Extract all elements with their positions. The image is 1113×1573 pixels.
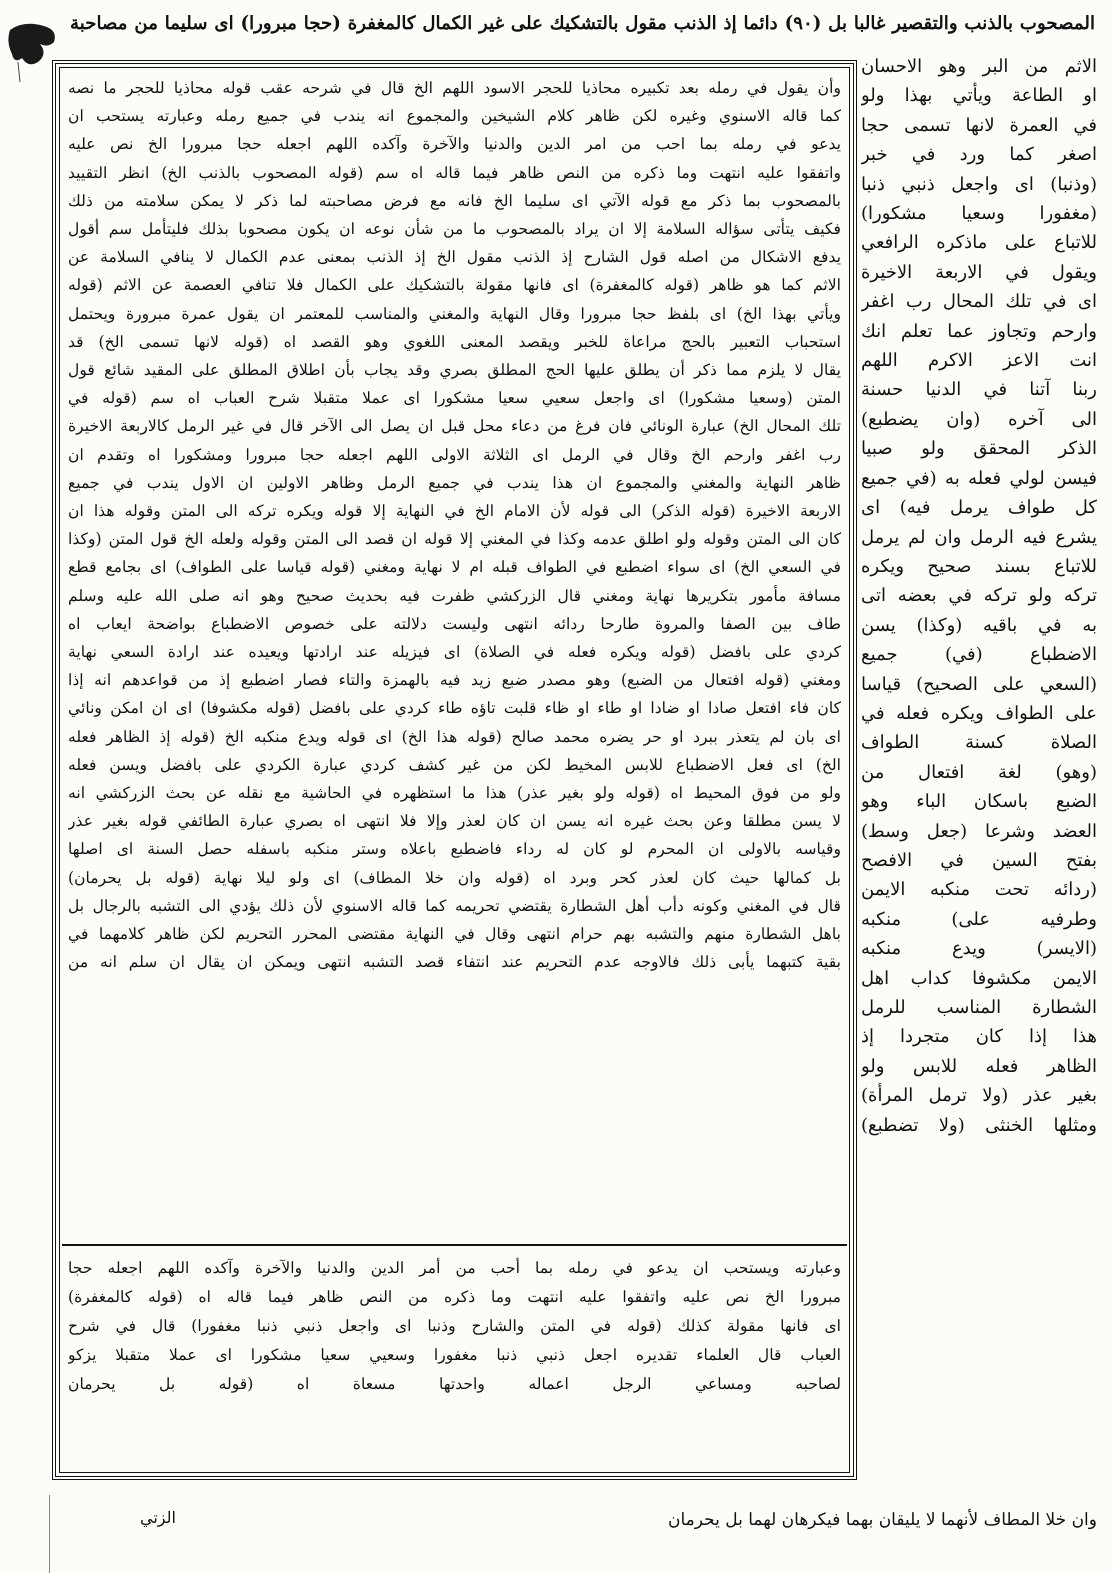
main-text-line: في السعي الخ) اى سواء اضطبع في الطواف قبله ام لا نهاية ومغني (قوله قياسا على الطواف) اى بجامع قطع	[68, 558, 841, 577]
main-text-line: بل كمالها حيث كان لعذر كحر وبرد اه (قوله وان خلا المطاف) اى ولو ليلا نهاية (قوله بل يحرمان)	[68, 868, 841, 887]
side-text-line: ومثلها الخنثى (ولا تضطبع)	[861, 1114, 1097, 1136]
main-text-line: يدفع الاشكال من اصله قول الشارح إذ الذنب مقول الخ إذ الذنب بمعنى عدم الكمال لا ينافي السلامة عن	[68, 248, 841, 267]
side-text-line: كل طواف يرمل فيه) اى	[861, 497, 1097, 519]
main-text-line: وقياسه بالاولى ان المحرم لو كان له رداء فاضطبع باعلاه وستر منكبه باسفله حصل السنة اى اصلها	[68, 840, 841, 859]
side-text-line: به في باقيه (وكذا) يسن	[861, 614, 1097, 636]
side-text-line: الذكر المحقق ولو صبيا	[861, 438, 1097, 460]
side-text-line: (مغفورا وسعيا مشكورا)	[861, 203, 1097, 225]
main-text-line: كردي على بافضل (قوله ويكره فعله في الصلاة) اى فيزيله عند ارادتها ويعيده عند ارادة السعي نهاية	[68, 643, 841, 662]
note-text-line: لصاحبه ومساعي الرجل اعماله واحدتها مسعاة اه (قوله بل يحرمان	[68, 1375, 841, 1393]
side-text-line: بفتح السين في الافصح	[861, 849, 1097, 871]
side-text-line: (السعي على الصحيح) قياسا	[861, 673, 1097, 695]
side-text-line: انت الاعز الاكرم اللهم	[861, 350, 1097, 372]
footnote-commentary	[68, 1254, 841, 1474]
side-text-line: ربنا آتنا في الدنيا حسنة	[861, 379, 1097, 401]
side-text-line: وارحم وتجاوز عما تعلم انك	[861, 320, 1097, 342]
main-commentary	[68, 74, 841, 1232]
main-text-line: تلك المحال الخ) عبارة الونائي فان فرغ من دعاء محل قبل ان يصل الى الآخر قال في غير الرمل كالاربعة الاخيرة	[68, 417, 841, 436]
main-text-line: كما قاله الاسنوي وغيره لكن ظاهر كلام الشيخين والمجموع انه يندب في جميع رمله وعبارته يستحب ان	[68, 107, 841, 126]
main-text-line: مسافة مأمور بتكريرها نهاية ومغني قال الزركشي ظفرت فيه بحديث صحيح وهو انه صلى الله عليه وسلم	[68, 586, 841, 605]
main-text-line: واتفقوا عليه انتهت وما ذكره من النص ظاهر فيما قاله اه سم (قوله المصحوب بالذنب الخ) انظر التقييد	[68, 163, 841, 182]
side-text-line: (وذنبا) اى واجعل ذنبي ذنبا	[861, 173, 1097, 195]
page-header: المصحوب بالذنب والتقصير غالبا بل (٩٠) دائما إذ الذنب مقول بالتشكيك على غير الكمال كالمغفرة (حجا مبرورا) اى سليما من مصاحبة	[70, 13, 1095, 34]
side-text-line: فيسن لولي فعله به (في جميع	[861, 467, 1097, 489]
side-text-line: العضد وشرعا (جعل وسط)	[861, 820, 1097, 842]
main-text-line: بالمصحوب بما ذكر مع قوله الآتي اى سليما الخ فانه مع فرض مصاحبته لما ذكر لا يمكن سلامته من ذلك	[68, 191, 841, 210]
catchword: الزتي	[140, 1508, 176, 1527]
side-text-line: الى آخره (وان يضطبع)	[861, 408, 1097, 430]
note-text-line: مبرورا الخ نص عليه واتفقوا عليه انتهت وما ذكره من النص ظاهر فيما قاله اه (قوله كالمغفرة)	[68, 1288, 841, 1306]
footer-continuation: وان خلا المطاف لأنهما لا يليقان بهما فيكرهان لهما بل يحرمان	[667, 1510, 1097, 1530]
main-text-line: يقال لا يلزم مما ذكر أن يطلق عليها الحج المطلق بصري وقد يجاب بأن اطلاق المطلق على المقيد شائع قول	[68, 361, 841, 380]
side-text-line: وطرفيه على) منكبه	[861, 908, 1097, 930]
main-text-line: ومغني (قوله افتعال من الضبع) وهو مصدر ضبع زيد فيه بالهمزة والتاء فصار اضطبع إذ من قواعدهم انه إذا	[68, 671, 841, 690]
main-text-line: قال في المغني وكونه دأب أهل الشطارة يقتضي تحريمه كما قاله الاسنوي لأن ذلك يؤدي الى التشبه بالرجال بل	[68, 896, 841, 915]
side-text-line: يشرع فيه الرمل وان لم يرمل	[861, 526, 1097, 548]
main-text-line: رب اغفر وارحم الخ وقال في الرمل اى الثلاثة الاولى اللهم اجعله حجا مبرورا ومشكورا اه وتقدم ان	[68, 445, 841, 464]
section-divider	[62, 1244, 847, 1246]
side-text-line: في العمرة لانها تسمى حجا	[861, 114, 1097, 136]
side-text-line: الضبع باسكان الباء وهو	[861, 791, 1097, 813]
side-text-line: الايمن مكشوفا كداب اهل	[861, 967, 1097, 989]
side-text-line: الشطارة المناسب للرمل	[861, 997, 1097, 1018]
side-text-line: ويقول في الاربعة الاخيرة	[861, 261, 1097, 283]
main-text-line: كان فاء افتعل صادا او ضادا او طاء او ظاء قلبت تاؤه طاء كردي على بافضل (قوله مكشوفا) اى ان امكن ونائي	[68, 699, 841, 718]
note-text-line: العباب قال العلماء تقديره اجعل ذنبي ذنبا مغفورا وسعيي سعيا مشكورا اى عملا متقبلا يزكو	[68, 1346, 841, 1364]
side-text-line: الصلاة كسنة الطواف	[861, 732, 1097, 754]
side-text-line: اى في تلك المحال رب اغفر	[861, 291, 1097, 313]
main-text-line: الاثم كما هو ظاهر (قوله كالمغفرة) اى فانها مقولة بالتشكيك على الكمال فلا تنافي العصمة عن الاثم (قوله	[68, 276, 841, 295]
main-text-line: طاف بين الصفا والمروة طارحا ردائه انتهى وليست دلالته على خصوص الاضطباع بواضحة ايعاب اه	[68, 614, 841, 633]
side-text-line: بغير عذر (ولا ترمل المرأة)	[861, 1085, 1097, 1107]
main-text-line: ويأتي بهذا الخ) اى بلفظ حجا مبرورا وقال النهاية والمغني والمناسب للمعتمر ان يقول عمرة مبرورة ويحتمل	[68, 304, 841, 323]
main-text-line: المتن (وسعيا مشكورا) اى واجعل سعيي سعيا مشكورا اى عملا متقبلا شرح العباب اه سم (قوله في	[68, 389, 841, 408]
side-text-line: على الطواف ويكره فعله في	[861, 702, 1097, 724]
main-text-line: الخ) اى فعل الاضطباع للابس المخيط لكن من غير كشف كردي عبارة الكردي على بافضل ويسن فعله	[68, 755, 841, 774]
side-text-line: او الطاعة ويأتي بهذا ولو	[861, 85, 1097, 107]
main-text-line: ولو من فوق المحيط اه (قوله ولو بغير عذر) هذا ما استظهره في الحاشية مع نقله عن بحث الزركشي انه	[68, 784, 841, 803]
main-text-line: وأن يقول في رمله بعد تكبيره محاذيا للحجر الاسود اللهم الخ قال في شرحه عقب قوله محاذيا للحجر ما نصه	[68, 79, 841, 97]
main-text-line: كان الى المتن وقوله ولو اطلق عدمه وكذا في المغني إلا قوله ان قصد الى المتن وقوله ولعله الخ قول المتن (وكذا	[68, 530, 841, 549]
side-text-line: (ردائه تحت منكبه الايمن	[861, 879, 1097, 901]
side-column	[861, 52, 1097, 1492]
main-text-line: يدعو في رمله بما احب من امر الدين والدنيا والآخرة وآكده اللهم اجعله حجا مبرورا الخ نص عليه	[68, 135, 841, 154]
side-text-line: اصغر كما ورد في خبر	[861, 144, 1097, 166]
side-text-line: (وهو) لغة افتعال من	[861, 761, 1097, 783]
note-text-line: اى فانها مقولة كذلك (قوله في المتن والشارح وذنبا اى واجعل ذنبي ذنبا مغفورا) قال في شرح	[68, 1317, 841, 1335]
side-text-line: الظاهر فعله للابس ولو	[861, 1055, 1097, 1077]
main-text-line: اى بان لم يتعذر ببرد او حر يضره محمد صالح (قوله هذا الخ) اى قوله ويدع منكبه الخ (قوله إذ الظاهر فعله	[68, 727, 841, 746]
main-text-line: باهل الشطارة منهم والتشبه بهم حرام انتهى وقال في النهاية مقتضى المحرر التحريم لكن ظاهر كلامهما في	[68, 925, 841, 944]
side-text-line: (الايسر) ويدع منكبه	[861, 938, 1097, 960]
main-text-line: بقية كتبهما يأبى ذلك فالاوجه عدم التحريم عند انتفاء قصد التشبه انتهى ويمكن ان يقال ان سلم انه من	[68, 953, 841, 972]
side-text-line: تركه ولو تركه في بعضه اتى	[861, 585, 1097, 607]
note-text-line: وعبارته ويستحب ان يدعو في رمله بما أحب من أمر الدين والدنيا والآخرة وآكده اللهم اجعله حجا	[68, 1259, 841, 1277]
main-text-line: الاربعة الاخيرة (قوله الذكر) الى قوله لأن الامام الخ في النهاية إلا قوله ويكره تركه الى المتن وقوله هذا ان	[68, 502, 841, 521]
margin-rule	[49, 1495, 50, 1573]
main-text-line: ظاهر النهاية والمغني والمجموع ان هذا يندب في جميع الرمل وظاهر الاولين ان الاول يندب في جميع	[68, 473, 841, 492]
main-text-line: فكيف يتأتى سؤاله السلامة إلا ان يراد بالمصحوب ما من شأن نوعه ان يكون مصحوبا بذلك فليتأمل سم أقول	[68, 220, 841, 239]
side-text-line: للاتباع على ماذكره الرافعي	[861, 232, 1097, 254]
main-text-line: استحباب التعبير بالحج مراعاة للخبر ويقصد المعنى اللغوي وهو القصد اه (قوله لانها تسمى الخ) قد	[68, 332, 841, 351]
side-text-line: الاثم من البر وهو الاحسان	[861, 56, 1097, 77]
side-text-line: للاتباع بسند صحيح ويكره	[861, 555, 1097, 577]
commentary-frame	[52, 60, 857, 1480]
side-text-line: الاضطباع (في) جميع	[861, 644, 1097, 666]
main-text-line: لا يسن مطلقا وعن بحث غيره انه يسن ان كان لعذر وإلا فلا انتهى اه بصري عبارة الطائفي قوله بغير عذر	[68, 812, 841, 831]
side-text-line: هذا إذا كان متجردا إذ	[861, 1026, 1097, 1048]
